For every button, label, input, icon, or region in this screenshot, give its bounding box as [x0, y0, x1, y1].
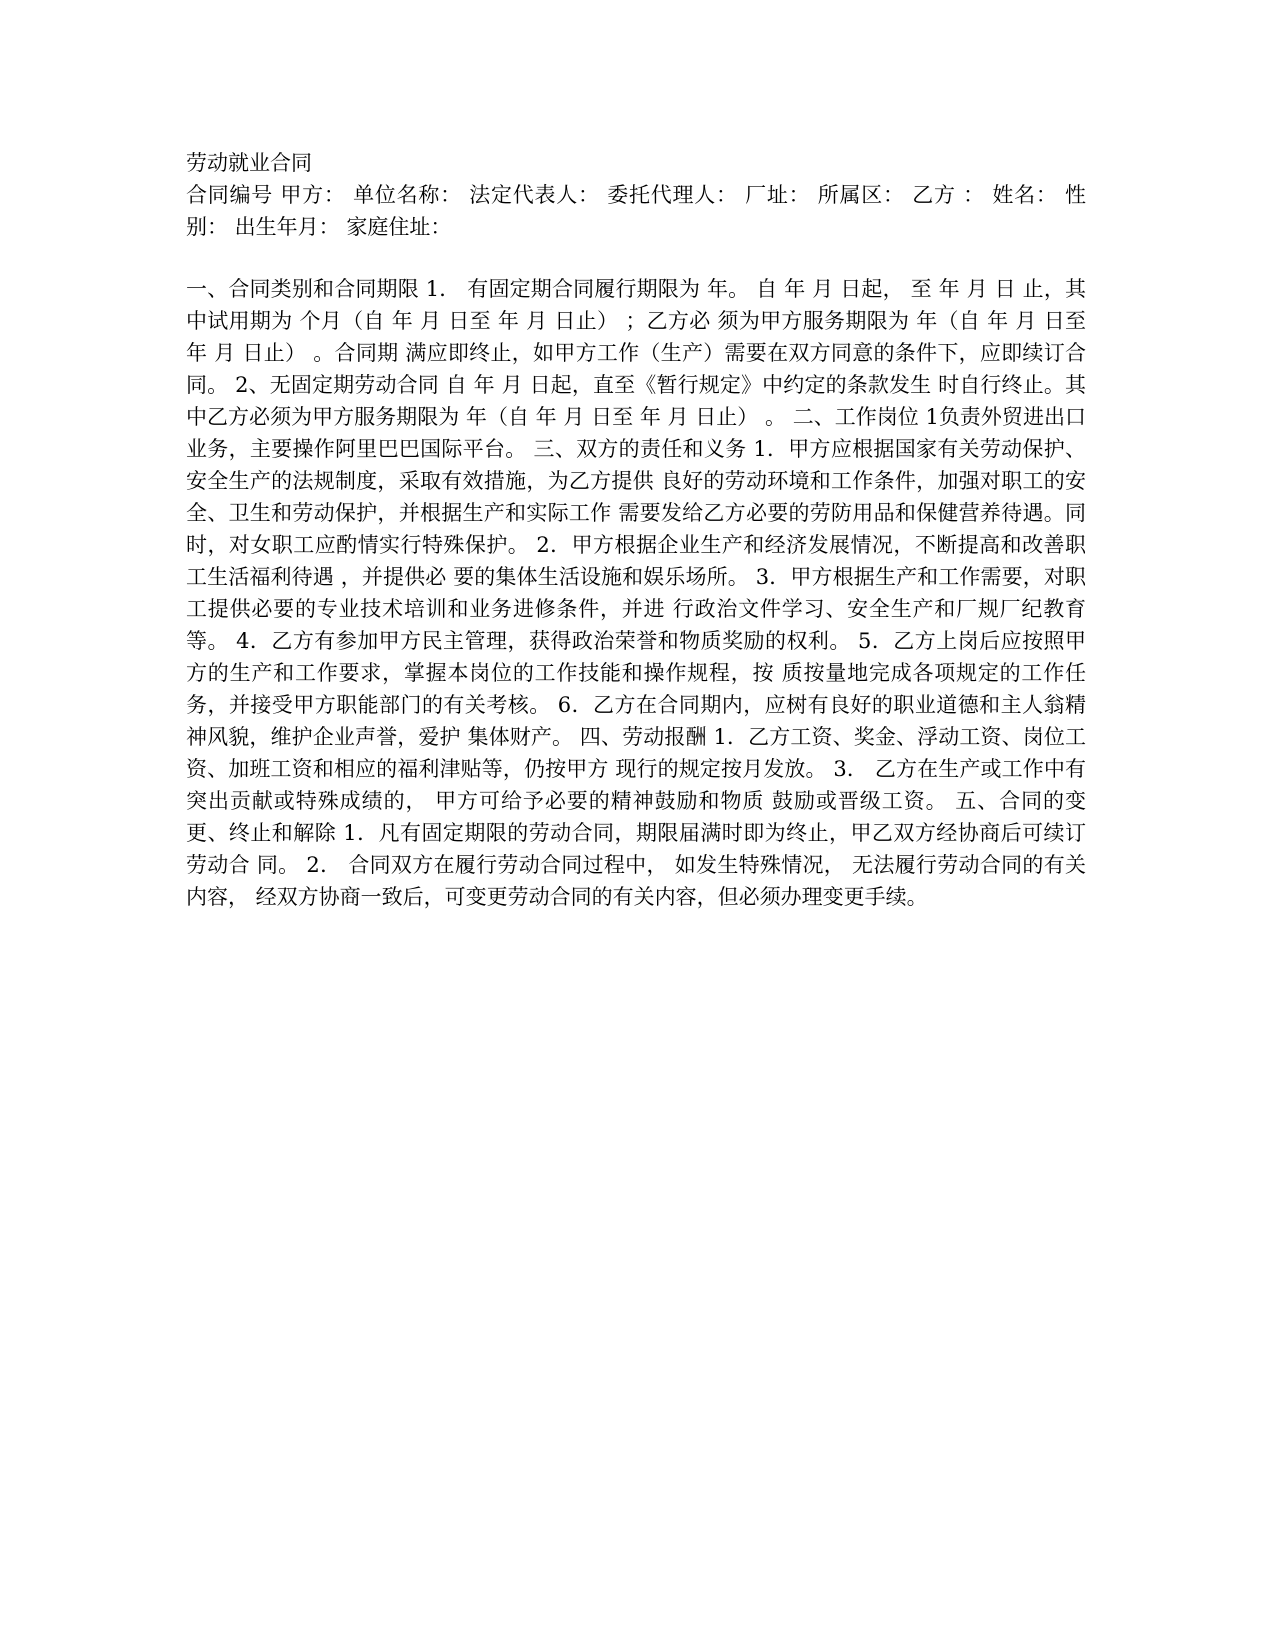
- document-content: [186, 147, 1086, 913]
- contract-body: 一、合同类别和合同期限 1． 有固定期合同履行期限为 年。 自 年 月 日起， 至 年 月 日 止，其中试用期为 个月（自 年 月 日至 年 月 日止） ；乙方必 须为甲方服务期限为 年（自 年 月 日至 年 月 日止） 。合同期 满应即终止，如甲方工作（生产）需要在双方同意的条件下，应即续订合同。 2、无固定期劳动合同 自 年 月 日起，直至《暂行规定》中约定的条款发生 时自行终止。其中乙方必须为甲方服务期限为 年（自 年 月 日至 年 月 日止） 。 二、工作岗位 1负责外贸进出口业务，主要操作阿里巴巴国际平台。 三、双方的责任和义务 1．甲方应根据国家有关劳动保护、安全生产的法规制度，采取有效措施，为乙方提供 良好的劳动环境和工作条件，加强对职工的安全、卫生和劳动保护，并根据生产和实际工作 需要发给乙方必要的劳防用品和保健营养待遇。同时，对女职工应酌情实行特殊保护。 2．甲方根据企业生产和经济发展情况，不断提高和改善职工生活福利待遇 ，并提供必 要的集体生活设施和娱乐场所。 3．甲方根据生产和工作需要，对职工提供必要的专业技术培训和业务进修条件，并进 行政治文件学习、安全生产和厂规厂纪教育等。 4．乙方有参加甲方民主管理，获得政治荣誉和物质奖励的权利。 5．乙方上岗后应按照甲方的生产和工作要求，掌握本岗位的工作技能和操作规程，按 质按量地完成各项规定的工作任务，并接受甲方职能部门的有关考核。 6．乙方在合同期内，应树有良好的职业道德和主人翁精神风貌，维护企业声誉，爱护 集体财产。 四、劳动报酬 1．乙方工资、奖金、浮动工资、岗位工资、加班工资和相应的福利津贴等，仍按甲方 现行的规定按月发放。 3． 乙方在生产或工作中有突出贡献或特殊成绩的， 甲方可给予必要的精神鼓励和物质 鼓励或晋级工资。 五、合同的变更、终止和解除 1．凡有固定期限的劳动合同，期限届满时即为终止，甲乙双方经协商后可续订劳动合 同。 2． 合同双方在履行劳动合同过程中， 如发生特殊情况， 无法履行劳动合同的有关内容， 经双方协商一致后，可变更劳动合同的有关内容，但必须办理变更手续。: [186, 277, 1086, 909]
- header-fields: 合同编号 甲方： 单位名称： 法定代表人： 委托代理人： 厂址： 所属区： 乙方 ： 姓名： 性别： 出生年月： 家庭住址：: [186, 183, 1086, 239]
- document-title: 劳动就业合同: [186, 151, 312, 175]
